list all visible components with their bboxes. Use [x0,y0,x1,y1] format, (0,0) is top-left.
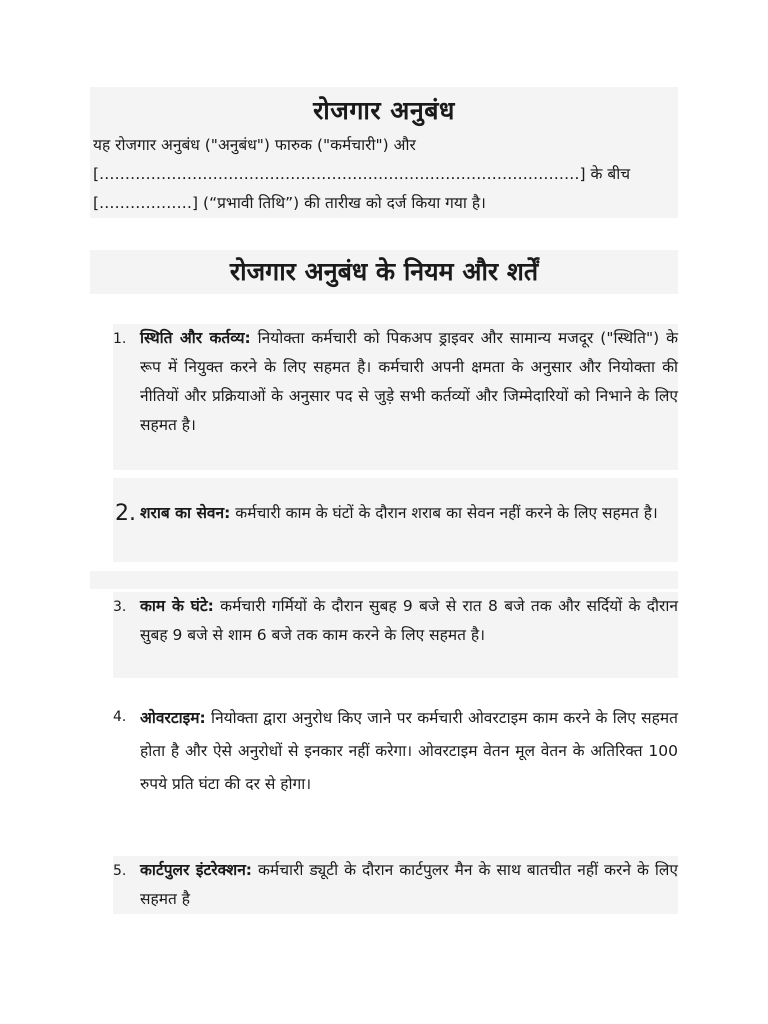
term-item [113,324,678,470]
term-body [140,702,678,801]
term-item [113,592,678,678]
term-body [140,856,678,914]
terms-heading-block [90,250,678,294]
term-number: 3. [113,599,127,615]
term-item [113,702,678,832]
term-number: 2. [115,501,136,526]
term-text: कर्मचारी ड्यूटी के दौरान कार्टपुलर मैन के साथ बातचीत नहीं करने के लिए सहमत है [140,861,679,908]
contract-header [90,87,678,218]
term-label: स्थिति और कर्तव्य: [140,329,251,347]
term-text: नियोक्ता द्वारा अनुरोध किए जाने पर कर्मचारी ओवरटाइम काम करने के लिए सहमत होता है और ऐसे अनुरोधों से इनकार नहीं करेगा। ओवरटाइम वेतन मूल वेतन के अतिरिक्त 100 रुपये प्रति घंटा की दर से होगा। [140,709,678,793]
terms-title: रोजगार अनुबंध के नियम और शर्तें [229,257,539,286]
intro-line-3: [………………] (“प्रभावी तिथि”) की तारीख को दर्ज किया गया है। [93,194,486,212]
term-body [140,592,678,650]
term-number: 4. [113,709,127,725]
intro-line-1: यह रोजगार अनुबंध ("अनुबंध") फारुक ("कर्मचारी") और [93,136,416,154]
document-title: रोजगार अनुबंध [313,96,455,125]
term-label: कार्टपुलर इंटरेक्शन: [140,861,253,879]
term-label: ओवरटाइम: [140,709,206,727]
term-text: नियोक्ता कर्मचारी को पिकअप ड्राइवर और सामान्य मजदूर ("स्थिति") के रूप में नियुक्त करने के लिए सहमत है। कर्मचारी अपनी क्षमता के अनुसार और नियोक्ता की नीतियों और प्रक्रियाओं के अनुसार पद से जुड़े सभी कर्तव्यों और जिम्मेदारियों को निभाने के लिए सहमत है। [140,329,678,434]
term-number: 5. [113,863,127,879]
term-body [140,324,678,440]
term-text: कर्मचारी गर्मियों के दौरान सुबह 9 बजे से रात 8 बजे तक और सर्दियों के दौरान सुबह 9 बजे से शाम 6 बजे तक काम करने के लिए सहमत है। [140,597,678,644]
term-label: शराब का सेवन: [140,504,231,522]
intro-line-2: […………………………………………………………………………………] के बीच [93,165,631,183]
term-body [140,499,678,528]
term-number: 1. [113,331,127,347]
term-item [113,856,678,914]
term-text: कर्मचारी काम के घंटों के दौरान शराब का सेवन नहीं करने के लिए सहमत है। [230,504,658,522]
term-label: काम के घंटे: [140,597,214,615]
term-item [113,478,678,562]
section-divider [90,571,678,589]
